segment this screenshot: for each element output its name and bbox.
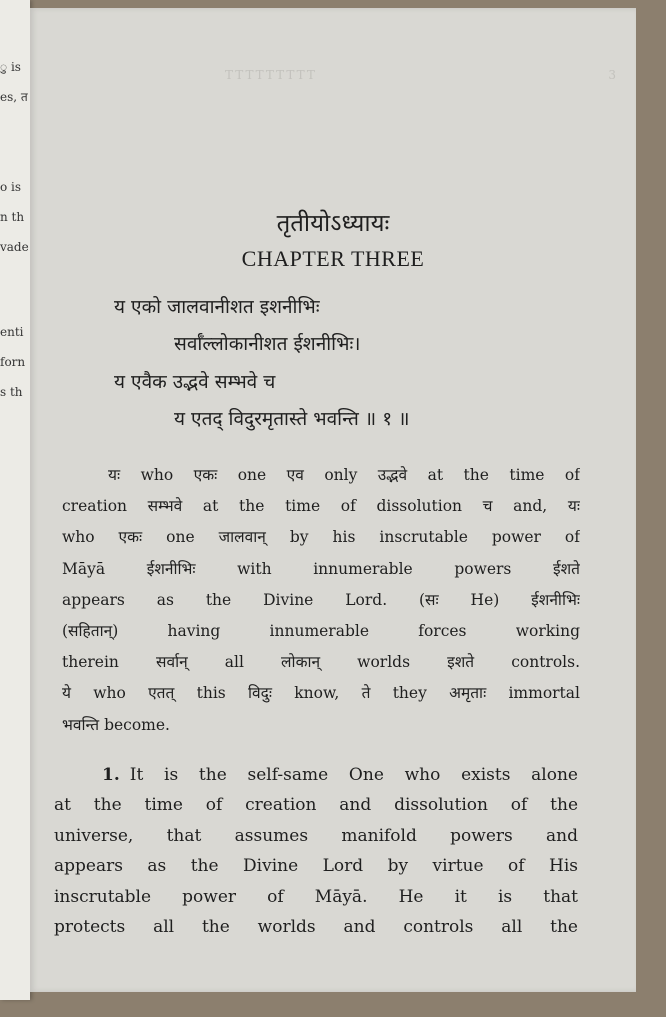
translation-line: universe, that assumes manifold powers and	[54, 825, 578, 846]
gloss-line: यः who एकः one एव only उद्भवे at the time of	[108, 466, 580, 484]
gloss-line: भवन्ति become.	[62, 715, 170, 734]
gloss-line: therein सर्वान् all लोकान् worlds इशते controls.	[62, 653, 580, 672]
adjacent-page-text: forn	[0, 355, 26, 369]
chapter-title-sanskrit: तृतीयोऽध्यायः	[276, 209, 390, 237]
book-page	[30, 8, 636, 992]
verse-line: य एको जालवानीशत इशनीभिः	[114, 296, 320, 318]
verse-number: 1.	[102, 765, 120, 785]
show-through-header: TTTTTTTTT	[225, 68, 317, 82]
gloss-line: (सहितान्) having innumerable forces working	[62, 622, 580, 641]
gloss-line: ये who एतत् this विदुः know, ते they अमृताः immortal	[62, 684, 580, 703]
show-through-page-number: 3	[608, 68, 616, 82]
adjacent-page-text: vade	[0, 240, 29, 254]
translation-line: protects all the worlds and controls all the	[54, 917, 578, 938]
gloss-line: appears as the Divine Lord. (सः He) ईशनीभिः	[62, 590, 580, 609]
verse-line: सर्वाँल्लोकानीशत ईशनीभिः।	[174, 333, 361, 355]
translation-line: at the time of creation and dissolution of the	[54, 795, 578, 816]
verse-line: य एवैक उद्भवे सम्भवे च	[114, 371, 276, 393]
adjacent-page-text: o is	[0, 180, 22, 194]
verse-line: य एतद् विदुरमृतास्ते भवन्ति ॥ १ ॥	[174, 408, 410, 430]
translation-text: It is the self-same One who exists alone	[129, 765, 578, 785]
adjacent-page-text: s th	[0, 385, 23, 399]
translation-line: appears as the Divine Lord by virtue of His	[54, 856, 578, 877]
adjacent-page-edge	[0, 0, 30, 1000]
gloss-line: who एकः one जालवान् by his inscrutable power of	[62, 528, 580, 547]
translation-line: inscrutable power of Māyā. He it is that	[54, 886, 578, 907]
gloss-line: Māyā ईशनीभिः with innumerable powers ईशते	[62, 559, 580, 578]
translation-paragraph	[54, 760, 578, 942]
adjacent-page-text: enti	[0, 325, 24, 339]
translation-line	[54, 760, 578, 790]
chapter-title-english: CHAPTER THREE	[241, 246, 425, 271]
adjacent-page-text: ु is	[0, 60, 21, 74]
adjacent-page-text: es, त	[0, 90, 28, 104]
gloss-line: creation सम्भवे at the time of dissolution च and, यः	[62, 497, 580, 516]
adjacent-page-text: n th	[0, 210, 25, 224]
word-gloss-paragraph	[62, 460, 580, 741]
